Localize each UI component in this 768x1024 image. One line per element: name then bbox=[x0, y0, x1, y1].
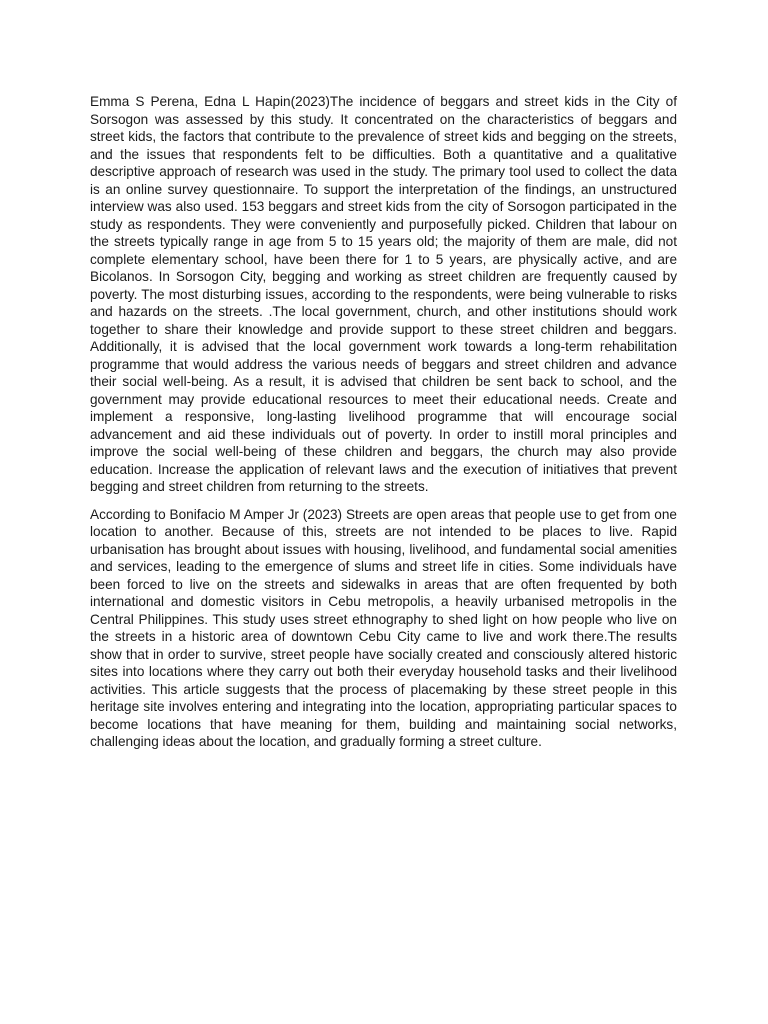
paragraph-amper: According to Bonifacio M Amper Jr (2023) Streets are open areas that people use to get from one location to another. Because of this, streets are not intended to be places to live. Rapid urbanisation has brought about issues with housing, livelihood, and fundamental social amenities and services, leading to the emergence of slums and street life in cities. Some individuals have been forced to live on the streets and sidewalks in areas that are often frequented by both international and domestic visitors in Cebu metropolis, a heavily urbanised metropolis in the Central Philippines. This study uses street ethnography to shed light on how people who live on the streets in a historic area of downtown Cebu City came to live and work there.The results show that in order to survive, street people have socially created and consciously altered historic sites into locations where they carry out both their everyday household tasks and their livelihood activities. This article suggests that the process of placemaking by these street people in this heritage site involves entering and integrating into the location, appropriating particular spaces to become locations that have meaning for them, building and maintaining social networks, challenging ideas about the location, and gradually forming a street culture. bbox=[90, 506, 677, 749]
document-page bbox=[90, 93, 677, 761]
paragraph-perena-hapin: Emma S Perena, Edna L Hapin(2023)The incidence of beggars and street kids in the City of Sorsogon was assessed by this study. It concentrated on the characteristics of beggars and street kids, the factors that contribute to the prevalence of street kids and begging on the streets, and the issues that respondents felt to be difficulties. Both a quantitative and a qualitative descriptive approach of research was used in the study. The primary tool used to collect the data is an online survey questionnaire. To support the interpretation of the findings, an unstructured interview was also used. 153 beggars and street kids from the city of Sorsogon participated in the study as respondents. They were conveniently and purposefully picked. Children that labour on the streets typically range in age from 5 to 15 years old; the majority of them are male, did not complete elementary school, have been there for 1 to 5 years, are physically active, and are Bicolanos. In Sorsogon City, begging and working as street children are frequently caused by poverty. The most disturbing issues, according to the respondents, were being vulnerable to risks and hazards on the streets. .The local government, church, and other institutions should work together to share their knowledge and provide support to these street children and beggars. Additionally, it is advised that the local government work towards a long-term rehabilitation programme that would address the various needs of beggars and street children and advance their social well-being. As a result, it is advised that children be sent back to school, and the government may provide educational resources to meet their educational needs. Create and implement a responsive, long-lasting livelihood programme that will encourage social advancement and aid these individuals out of poverty. In order to instill moral principles and improve the social well-being of these children and beggars, the church may also provide education. Increase the application of relevant laws and the execution of initiatives that prevent begging and street children from returning to the streets. bbox=[90, 94, 677, 494]
